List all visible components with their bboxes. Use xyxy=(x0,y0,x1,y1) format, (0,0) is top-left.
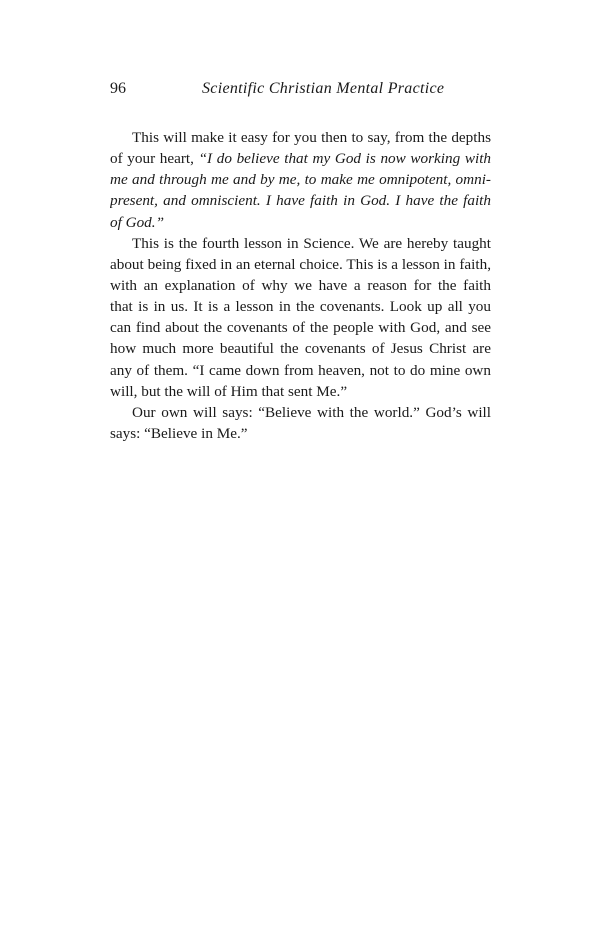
text-span: Our own will says: “Believe with the world.” God’s will xyxy=(132,403,491,421)
text-span: can find about the covenants of the people with God, and see xyxy=(110,319,491,337)
italic-quote: me and through me and by me, to make me omnipotent, omni- xyxy=(110,171,491,189)
text-span: This will make it easy for you then to say, from the depths xyxy=(132,129,491,146)
text-line xyxy=(110,360,491,381)
text-line xyxy=(110,423,491,444)
text-span: This is the fourth lesson in Science. We are hereby taught xyxy=(132,234,491,252)
text-span: how much more beautiful the covenants of Jesus Christ are xyxy=(110,340,491,358)
paragraph xyxy=(110,233,491,402)
text-span: any of them. “I came down from heaven, not to do mine own xyxy=(110,361,491,379)
running-header xyxy=(110,80,490,102)
text-line xyxy=(110,127,491,148)
text-span: says: “Believe in Me.” xyxy=(110,424,248,442)
text-line xyxy=(110,275,491,296)
text-line xyxy=(110,212,491,233)
italic-quote: present, and omniscient. I have faith in God. I have the faith xyxy=(110,192,491,210)
text-line xyxy=(110,338,491,359)
italic-quote: “I do believe that my God is now working with xyxy=(198,150,491,168)
text-line xyxy=(110,148,491,169)
text-line xyxy=(110,190,491,211)
text-span: with an explanation of why we have a reason for the faith xyxy=(110,276,491,294)
page-body xyxy=(110,127,491,444)
text-span: that is in us. It is a lesson in the covenants. Look up all you xyxy=(110,298,491,316)
italic-quote: of God.” xyxy=(110,213,165,231)
text-span: about being fixed in an eternal choice. This is a lesson in faith, xyxy=(110,255,491,273)
text-line xyxy=(110,254,491,275)
paragraph xyxy=(110,402,491,444)
text-line xyxy=(110,169,491,190)
page-number: 96 xyxy=(110,80,126,97)
paragraph xyxy=(110,127,491,233)
text-line xyxy=(110,317,491,338)
text-line xyxy=(110,233,491,254)
text-span: of your heart, xyxy=(110,150,199,168)
text-line xyxy=(110,296,491,317)
running-title: Scientific Christian Mental Practice xyxy=(202,80,445,97)
text-span: will, but the will of Him that sent Me.” xyxy=(110,382,348,400)
text-line xyxy=(110,402,491,423)
text-line xyxy=(110,381,491,402)
